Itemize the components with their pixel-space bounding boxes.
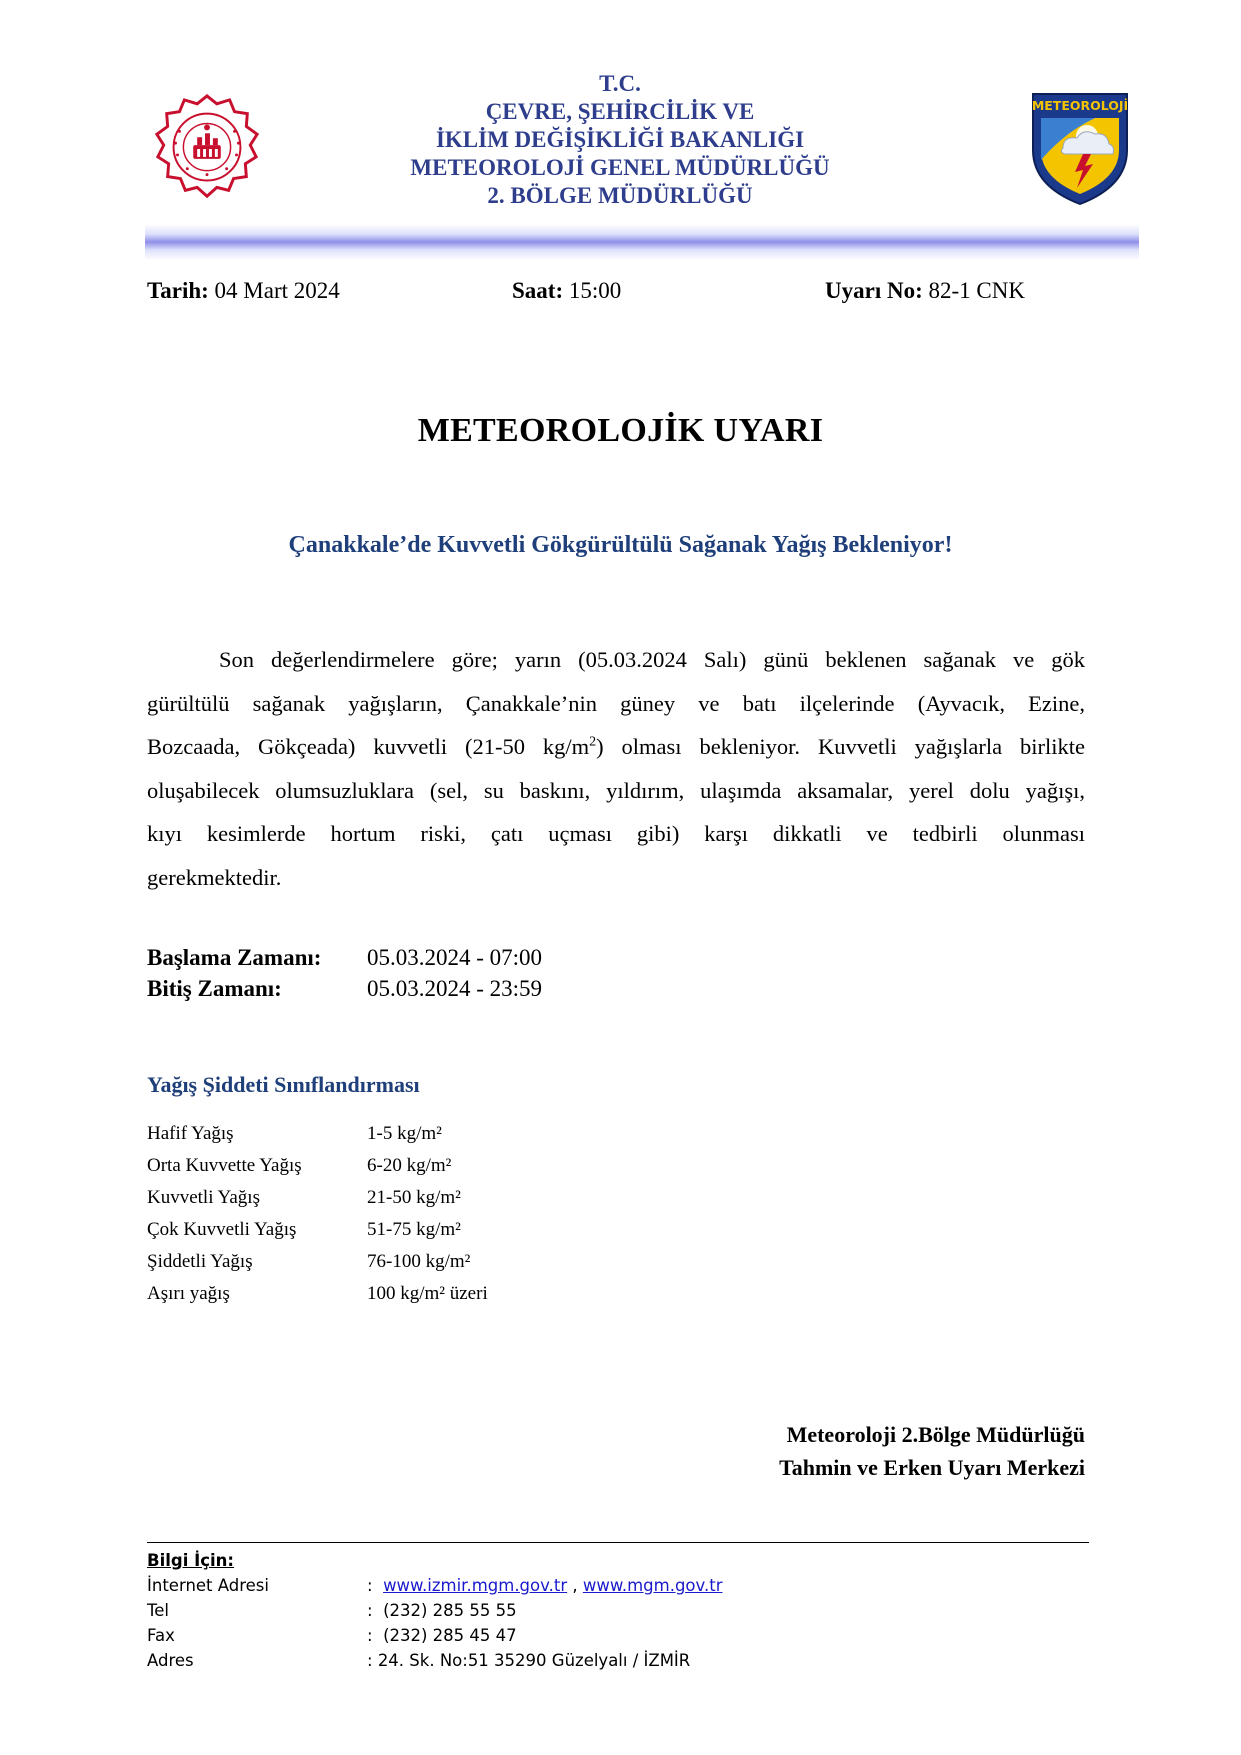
header-divider-bar: [145, 224, 1139, 260]
body-line-part: ) olması bekleniyor. Kuvvetli yağışlarla birlikte: [596, 734, 1085, 759]
internet-value: [367, 1573, 723, 1598]
link-separator: ,: [572, 1576, 578, 1595]
date-field: [147, 278, 340, 304]
body-line: Son değerlendirmelere göre; yarın (05.03.2024 Salı) günü beklenen sağanak ve gök: [219, 647, 1085, 672]
mgm-link[interactable]: www.mgm.gov.tr: [582, 1576, 723, 1595]
org-line: ÇEVRE, ŞEHİRCİLİK VE: [485, 99, 755, 124]
body-line: gürültülü sağanak yağışların, Çanakkale’nin güney ve batı ilçelerinde (Ayvacık, Ezine,: [147, 690, 1085, 716]
colon: :: [367, 1651, 373, 1670]
signature-line: Meteoroloji 2.Bölge Müdürlüğü: [786, 1422, 1085, 1447]
superscript: 2: [589, 734, 597, 750]
classification-name: Çok Kuvvetli Yağış: [147, 1219, 297, 1240]
body-line-part: Bozcaada, Gökçeada) kuvvetli (21-50 kg/m: [147, 734, 590, 759]
tel-value-wrap: [367, 1598, 517, 1623]
tel-value: (232) 285 55 55: [383, 1601, 517, 1620]
body-line: oluşabilecek olumsuzluklara (sel, su baskını, yıldırım, ulaşımda aksamalar, yerel dolu yağışı,: [147, 777, 1085, 803]
signature-block: [680, 1418, 1085, 1484]
organization-header: [340, 70, 900, 210]
warning-body-paragraph: [147, 638, 1085, 899]
warning-number-field: [825, 278, 1025, 304]
signature-line: Tahmin ve Erken Uyarı Merkezi: [779, 1455, 1085, 1480]
classification-title: Yağış Şiddeti Sınıflandırması: [147, 1072, 420, 1097]
classification-value: 100 kg/m² üzeri: [367, 1283, 488, 1304]
tel-label: Tel: [147, 1601, 170, 1620]
time-label: Saat:: [512, 278, 564, 303]
start-time-label: Başlama Zamanı:: [147, 945, 322, 970]
classification-name: Şiddetli Yağış: [147, 1251, 253, 1272]
org-line: 2. BÖLGE MÜDÜRLÜĞÜ: [487, 183, 753, 208]
time-value: 15:00: [568, 278, 622, 303]
classification-value: 51-75 kg/m²: [367, 1219, 461, 1240]
address-value-wrap: [367, 1648, 690, 1673]
classification-name: Hafif Yağış: [147, 1123, 234, 1144]
warning-headline: Çanakkale’de Kuvvetli Gökgürültülü Sağanak Yağış Bekleniyor!: [288, 532, 953, 558]
address-value: 24. Sk. No:51 35290 Güzelyalı / İZMİR: [377, 1651, 691, 1670]
fax-value-wrap: [367, 1623, 517, 1648]
classification-name: Orta Kuvvette Yağış: [147, 1155, 302, 1176]
body-line-3: [147, 725, 1085, 769]
warning-number-value: 82-1 CNK: [928, 278, 1025, 303]
date-value: 04 Mart 2024: [214, 278, 340, 303]
footer-heading: Bilgi İçin:: [147, 1551, 235, 1570]
org-line: METEOROLOJİ GENEL MÜDÜRLÜĞÜ: [410, 155, 830, 180]
colon: :: [367, 1576, 373, 1595]
body-line: kıyı kesimlerde hortum riski, çatı uçması gibi) karşı dikkatli ve tedbirli olunması: [147, 821, 1085, 846]
ministry-seal-logo: [148, 92, 266, 210]
colon: :: [367, 1601, 373, 1620]
fax-label: Fax: [147, 1626, 175, 1645]
start-time-value: 05.03.2024 - 07:00: [367, 945, 543, 970]
org-line: İKLİM DEĞİŞİKLİĞİ BAKANLIĞI: [435, 127, 805, 152]
end-time-value: 05.03.2024 - 23:59: [367, 976, 543, 1001]
classification-value: 21-50 kg/m²: [367, 1187, 461, 1208]
end-time-label: Bitiş Zamanı:: [147, 976, 282, 1001]
emblem-text: METEOROLOJİ: [1031, 98, 1129, 113]
org-line: T.C.: [599, 71, 641, 96]
address-label: Adres: [147, 1651, 194, 1670]
date-label: Tarih:: [147, 278, 209, 303]
classification-name: Kuvvetli Yağış: [147, 1187, 260, 1208]
time-field: [512, 278, 621, 304]
fax-value: (232) 285 45 47: [383, 1626, 517, 1645]
classification-value: 1-5 kg/m²: [367, 1123, 442, 1144]
classification-value: 6-20 kg/m²: [367, 1155, 452, 1176]
footer-divider: [147, 1542, 1089, 1543]
meteoroloji-emblem-logo: [1025, 88, 1135, 208]
document-title: METEOROLOJİK UYARI: [417, 412, 824, 449]
warning-number-label: Uyarı No:: [825, 278, 923, 303]
internet-label: İnternet Adresi: [147, 1576, 269, 1595]
classification-value: 76-100 kg/m²: [367, 1251, 471, 1272]
classification-name: Aşırı yağış: [147, 1283, 230, 1304]
izmir-mgm-link[interactable]: www.izmir.mgm.gov.tr: [383, 1576, 568, 1595]
colon: :: [367, 1626, 373, 1645]
body-line: gerekmektedir.: [147, 864, 282, 890]
